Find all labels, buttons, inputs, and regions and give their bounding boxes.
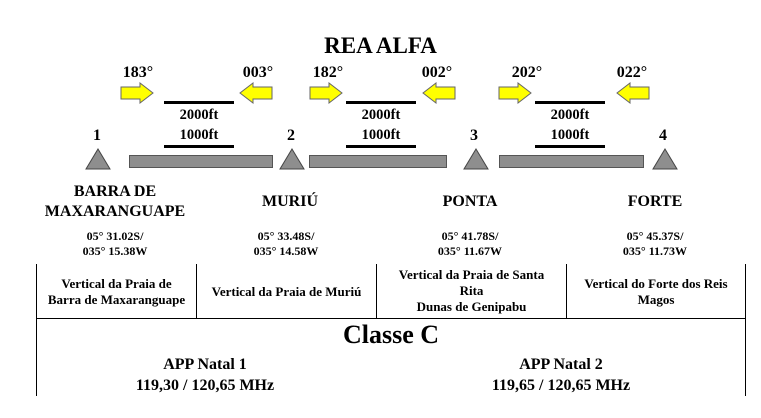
point-name-2: MURIÚ (262, 193, 318, 210)
diagram-title: REA ALFA (324, 33, 437, 58)
altitude-lower-leg-2: 1000ft (346, 125, 416, 148)
app-natal-2 (441, 354, 681, 396)
point-name-1 (20, 182, 210, 222)
point-coord-4 (565, 229, 745, 259)
heading-outbound-leg-1: 183° (122, 64, 154, 81)
altitude-lower-leg-3: 1000ft (535, 125, 605, 148)
point-lon-4: 035° 11.73W (622, 244, 688, 258)
point-number-4: 4 (659, 127, 667, 144)
point-number-3: 3 (470, 127, 478, 144)
point-coord-2 (196, 229, 376, 259)
heading-outbound-leg-2: 182° (312, 64, 344, 81)
heading-inbound-leg-1: 003° (242, 64, 274, 81)
heading-inbound-leg-2: 002° (421, 64, 453, 81)
vertical-desc-1 (37, 266, 196, 318)
app-natal-1 (85, 354, 325, 396)
point-lat-4: 05° 45.37S/ (626, 229, 684, 243)
point-lat-1: 05° 31.02S/ (86, 229, 144, 243)
route-segment-3-4 (499, 155, 644, 168)
vertical-desc-2-line1: Vertical da Praia de Muriú (211, 284, 362, 299)
altitude-block-leg-1 (164, 101, 234, 148)
point-lon-1: 035° 15.38W (82, 244, 148, 258)
route-segment-2-3 (309, 155, 447, 168)
point-coord-1 (20, 229, 210, 259)
waypoint-triangle-icon (652, 148, 678, 170)
arrow-right-icon (120, 82, 154, 104)
point-lon-3: 035° 11.67W (437, 244, 503, 258)
altitude-upper-leg-3: 2000ft (535, 101, 605, 125)
point-name-4: FORTE (627, 193, 683, 210)
vertical-desc-3-line1: Vertical da Praia de Santa (398, 267, 545, 282)
altitude-upper-leg-2: 2000ft (346, 101, 416, 125)
altitude-block-leg-2 (346, 101, 416, 148)
point-name-1-line2: MAXARANGUAPE (44, 203, 186, 220)
vertical-desc-2 (197, 266, 376, 318)
app-natal-2-name: APP Natal 2 (519, 356, 603, 373)
altitude-upper-leg-1: 2000ft (164, 101, 234, 125)
point-name-1-line1: BARRA DE (73, 183, 157, 200)
vertical-desc-3-line3: Dunas de Genipabu (416, 299, 527, 314)
arrow-right-icon (309, 82, 343, 104)
waypoint-triangle-icon (85, 148, 111, 170)
table-divider-horizontal (36, 318, 746, 319)
app-natal-1-name: APP Natal 1 (163, 356, 247, 373)
arrow-left-icon (422, 82, 456, 104)
vertical-desc-4-line2: Magos (637, 292, 675, 307)
vertical-desc-3-line2: Rita (459, 283, 484, 298)
airspace-class: Classe C (342, 320, 440, 349)
app-natal-1-freq: 119,30 / 120,65 MHz (135, 377, 275, 394)
arrow-right-icon (498, 82, 532, 104)
waypoint-triangle-icon (279, 148, 305, 170)
vertical-desc-3 (377, 264, 566, 318)
point-number-2: 2 (287, 127, 295, 144)
heading-inbound-leg-3: 022° (616, 64, 648, 81)
vertical-desc-1-line1: Vertical da Praia de (61, 276, 172, 291)
point-lon-2: 035° 14.58W (253, 244, 319, 258)
point-coord-3 (380, 229, 560, 259)
altitude-lower-leg-1: 1000ft (164, 125, 234, 148)
arrow-left-icon (239, 82, 273, 104)
heading-outbound-leg-3: 202° (511, 64, 543, 81)
waypoint-triangle-icon (463, 148, 489, 170)
vertical-desc-4-line1: Vertical do Forte dos Reis (584, 276, 728, 291)
vertical-desc-4 (567, 266, 745, 318)
point-lat-2: 05° 33.48S/ (257, 229, 315, 243)
point-number-1: 1 (93, 127, 101, 144)
point-lat-3: 05° 41.78S/ (441, 229, 499, 243)
route-segment-1-2 (129, 155, 273, 168)
app-natal-2-freq: 119,65 / 120,65 MHz (491, 377, 631, 394)
arrow-left-icon (616, 82, 650, 104)
point-name-3: PONTA (442, 193, 498, 210)
vertical-desc-1-line2: Barra de Maxaranguape (47, 292, 186, 307)
altitude-block-leg-3 (535, 101, 605, 148)
